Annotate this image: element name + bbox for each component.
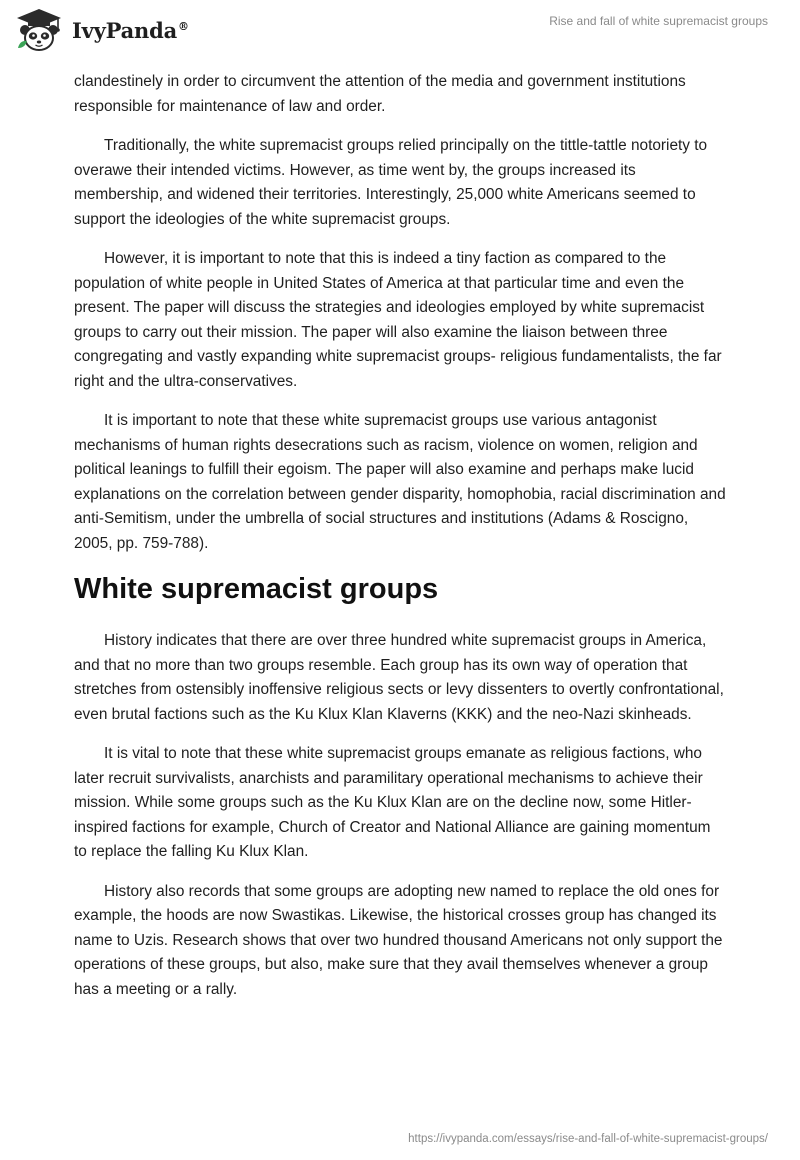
paragraph: Traditionally, the white supremacist groups relied principally on the tittle-tattle notoriety to overawe their intended victims. However, as time went by, the groups increased its membership, and widened their territories. Interestingly, 25,000 white Americans seemed to support the ideologies of the white supremacist groups. [74, 137, 708, 228]
panda-graduate-logo-icon [14, 8, 64, 52]
article-body [74, 70, 726, 1017]
paragraph: History indicates that there are over three hundred white supremacist groups in America, and that no more than two groups resemble. Each group has its own way of operation that stretches from ostensibly inoffensive religious sects or levy dissenters to overtly confrontational, even brutal factions such as the Ku Klux Klan Klaverns (KKK) and the neo-Nazi skinheads. [74, 632, 724, 723]
ivypanda-logo[interactable] [14, 8, 189, 52]
paragraph: It is important to note that these white supremacist groups use various antagonist mechanisms of human rights desecrations such as racism, violence on women, religion and political leanings to fulfill their egoism. The paper will also examine and perhaps make lucid explanations on the correlation between gender disparity, homophobia, racial discrimination and anti-Semitism, under the umbrella of social structures and institutions (Adams & Roscigno, 2005, pp. 759-788). [74, 412, 726, 552]
page-header [0, 0, 800, 70]
paragraph: clandestinely in order to circumvent the attention of the media and government institutions responsible for maintenance of law and order. [74, 73, 686, 115]
source-url-link[interactable]: https://ivypanda.com/essays/rise-and-fall-of-white-supremacist-groups/ [408, 1133, 768, 1145]
paragraph: However, it is important to note that this is indeed a tiny faction as compared to the population of white people in United States of America at that particular time and even the present. The paper will discuss the strategies and ideologies employed by white supremacist groups to carry out their mission. The paper will also examine the liaison between three congregating and vastly expanding white supremacist groups- religious fundamentalists, the far right and the ultra-conservatives. [74, 250, 722, 390]
document-title: Rise and fall of white supremacist groups [549, 14, 768, 28]
brand-name [72, 18, 189, 43]
paragraph: History also records that some groups are adopting new named to replace the old ones for example, the hoods are now Swastikas. Likewise, the historical crosses group has changed its name to Uzis. Research shows that over two hundred thousand Americans not only support the operations of these groups, but also, make sure that they avail themselves whenever a group has a meeting or a rally. [74, 882, 723, 998]
registered-mark: ® [178, 19, 189, 33]
brand-name-text: IvyPanda [72, 17, 178, 43]
paragraph: It is vital to note that these white supremacist groups emanate as religious factions, who later recruit survivalists, anarchists and paramilitary operational mechanisms to achieve their mission. While some groups such as the Ku Klux Klan are on the decline now, some Hitler-inspired factions for example, Church of Creator and National Alliance are gaining momentum to replace the falling Ku Klux Klan. [74, 745, 711, 860]
section-heading: White supremacist groups [74, 573, 439, 605]
